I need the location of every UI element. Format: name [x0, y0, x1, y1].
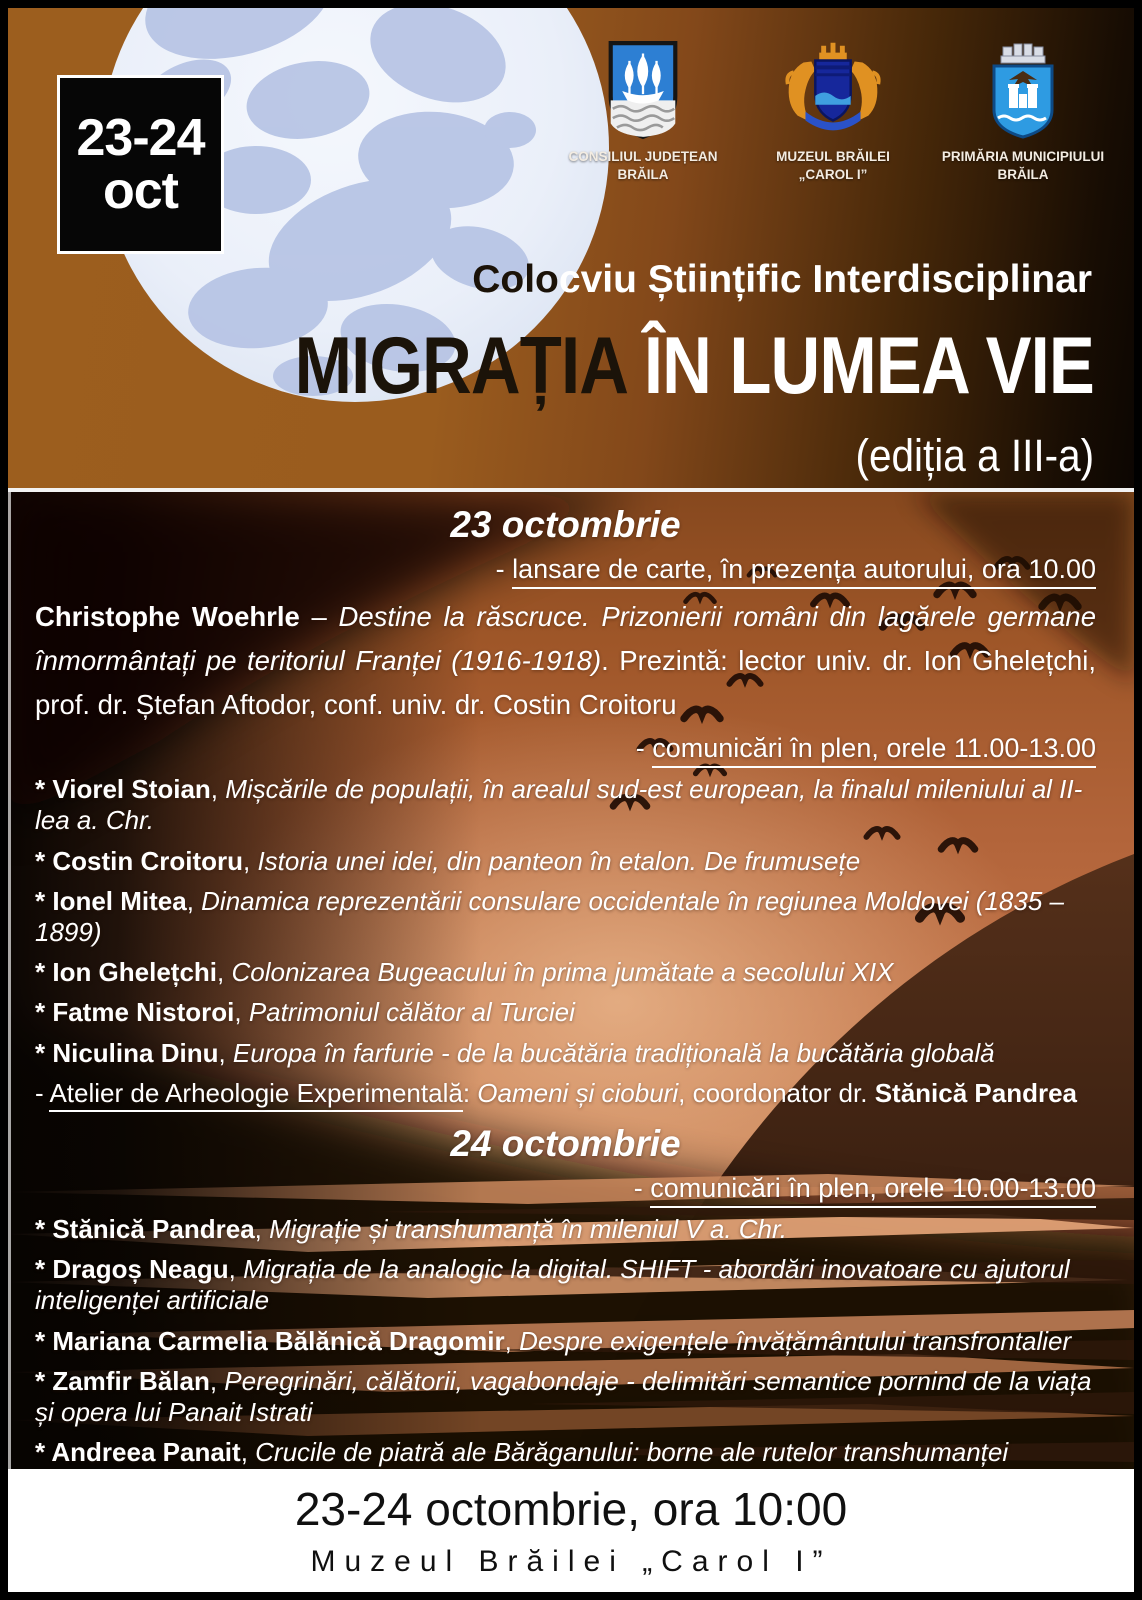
workshop-item: - Atelier de Arheologie Experimentală: Oameni și cioburi, coordonator dr. Stănică Pandrea	[35, 1078, 1096, 1109]
talk-item: * Costin Croitoru, Istoria unei idei, din panteon în etalon. De frumusețe	[35, 845, 861, 876]
talk-item: * Viorel Stoian, Mișcările de populații, în arealul sud-est european, la finalul mileniului al II-lea a. Chr.	[35, 774, 1083, 836]
day1-book-launch-line: - lansare de carte, în prezența autorului, ora 10.00	[35, 550, 1096, 589]
talk-item: * Mariana Carmelia Bălănică Dragomir, Despre exigențele învățământului transfrontalier	[35, 1325, 1072, 1356]
logo-muzeul-brailei	[738, 38, 928, 183]
logo-label: MUZEUL BRĂILEI „CAROL I”	[776, 149, 890, 182]
footer-date-time: 23-24 octombrie, ora 10:00	[294, 1483, 848, 1535]
day1-program	[35, 504, 1096, 1109]
day2-plenary-line: - comunicări în plen, orele 10.00-13.00	[35, 1169, 1096, 1208]
book-launch-details: Christophe Woehrle – Destine la răscruce. Prizonierii români din lagărele germane înmormântați pe teritoriul Franței (1916-1918). Prezintă: lector univ. dr. Ion Ghelețchi, prof. dr. Ștefan Aftodor, conf. univ. dr. Costin Croitoru	[35, 601, 1096, 721]
event-title: MIGRAȚIA ÎN LUMEA VIE	[294, 321, 1094, 411]
institution-logos	[548, 38, 1118, 183]
event-subtitle: Colocviu Științific Interdisciplinar	[472, 258, 1092, 301]
county-council-crest-icon	[548, 38, 738, 140]
day2-heading: 24 octombrie	[450, 1122, 681, 1164]
talk-item: * Stănică Pandrea, Migrație și transhumanță în mileniul V a. Chr.	[35, 1214, 787, 1245]
date-badge	[57, 75, 224, 254]
day1-plenary-line: - comunicări în plen, orele 11.00-13.00	[35, 729, 1096, 768]
footer-venue: Muzeul Brăilei „Carol I”	[310, 1545, 832, 1578]
program-text	[8, 492, 1134, 1469]
logo-consiliul-judetean	[548, 38, 738, 183]
talk-item: * Zamfir Bălan, Peregrinări, călătorii, vagabondaje - delimitări semantice pornind de la viața și opera lui Panait Istrati	[35, 1365, 1092, 1428]
date-badge-days: 23-24	[76, 109, 205, 167]
logo-label: CONSILIUL JUDEȚEAN BRĂILA	[568, 149, 718, 182]
program-section	[8, 492, 1134, 1469]
day1-heading: 23 octombrie	[450, 504, 681, 545]
talk-item: * Ionel Mitea, Dinamica reprezentării consulare occidentale în regiunea Moldovei (1835 – 1899)	[35, 885, 1064, 948]
day2-program	[35, 1123, 1096, 1469]
talk-item: * Fatme Nistoroi, Patrimoniul călător al Turciei	[35, 997, 575, 1028]
museum-crest-icon	[738, 38, 928, 140]
talk-item: * Dragoș Neagu, Migrația de la analogic la digital. SHIFT - abordări inovatoare cu ajutorul inteligenței artificiale	[35, 1254, 1070, 1316]
logo-label: PRIMĂRIA MUNICIPIULUI BRĂILA	[941, 149, 1105, 182]
event-edition: (ediția a III-a)	[855, 430, 1094, 481]
logo-primaria-braila	[928, 38, 1118, 183]
talk-item: * Niculina Dinu, Europa în farfurie - de la bucătăria tradițională la bucătăria globală	[35, 1037, 995, 1068]
date-badge-month: oct	[103, 162, 178, 221]
poster-header	[8, 8, 1134, 488]
talk-item: * Ion Ghelețchi, Colonizarea Bugeacului în prima jumătate a secolului XIX	[35, 957, 894, 988]
talk-item: * Andreea Panait, Crucile de piatră ale Bărăganului: borne ale rutelor transhumanței	[35, 1437, 1009, 1468]
poster-footer	[8, 1469, 1134, 1592]
city-hall-crest-icon	[928, 38, 1118, 140]
